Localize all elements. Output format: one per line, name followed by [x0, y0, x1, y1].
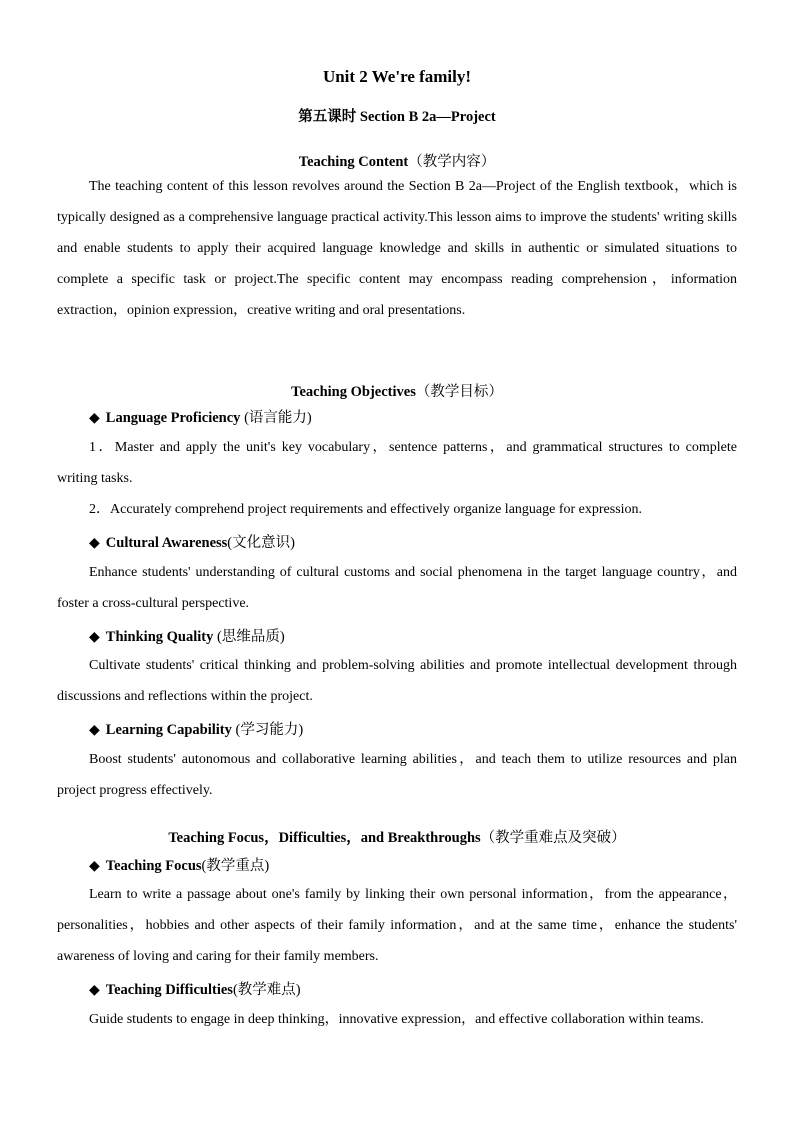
cultural-awareness-heading [89, 531, 295, 552]
difficulties-subheading [89, 978, 301, 999]
thinking-quality-label: Thinking Quality [105, 629, 214, 645]
teaching-content-heading-cn: （教学内容） [408, 154, 496, 170]
thinking-quality-label-cn: (思维品质) [213, 629, 285, 645]
focus-text: Learn to write a passage about one's family by linking their own personal information，from the appearance，personalities，hobbies and other aspects of their family information，and at the same time，enhance the students' awareness of loving and caring for their family members. [57, 887, 737, 964]
diamond-bullet-icon: ◆ [89, 536, 100, 551]
teaching-objectives-heading-cn: （教学目标） [415, 384, 503, 400]
lesson-subtitle: 第五课时 Section B 2a—Project [298, 109, 496, 125]
teaching-objectives-heading-en: Teaching Objectives [291, 384, 416, 400]
teaching-content-text: The teaching content of this lesson revolves around the Section B 2a—Project of the English textbook，which is typically designed as a comprehensive language practical activity.This lesson aims to improve the students' writing skills and enable students to apply their acquired language knowledge and skills in authentic or simulated situations to complete a specific task or project.The specific content may encompass reading comprehension，information extraction，opinion expression，creative writing and oral presentations. [57, 179, 737, 318]
diamond-bullet-icon: ◆ [89, 723, 100, 738]
focus-subheading [89, 854, 269, 875]
language-proficiency-label-cn: (语言能力) [240, 410, 312, 426]
cultural-awareness-label-cn: (文化意识) [227, 535, 295, 551]
diamond-bullet-icon: ◆ [89, 983, 100, 998]
language-item-2: 2．Accurately comprehend project requirements and effectively organize language for expression. [89, 502, 643, 517]
language-item-1: 1．Master and apply the unit's key vocabulary，sentence patterns，and grammatical structures to complete writing tasks. [57, 440, 737, 486]
teaching-focus-heading-cn: （教学重难点及突破） [480, 830, 626, 846]
language-proficiency-label: Language Proficiency [105, 410, 241, 426]
learning-capability-heading [89, 718, 303, 739]
teaching-focus-heading-en: Teaching Focus，Difficulties，and Breakthroughs [168, 830, 481, 846]
diamond-bullet-icon: ◆ [89, 630, 100, 645]
focus-label-cn: (教学重点) [201, 858, 270, 874]
learning-capability-label: Learning Capability [105, 722, 232, 738]
thinking-quality-heading [89, 625, 285, 646]
teaching-content-heading [57, 150, 737, 171]
thinking-quality-text: Cultivate students' critical thinking and problem‐solving abilities and promote intellectual development through discussions and reflections within the project. [57, 658, 737, 704]
learning-capability-text: Boost students' autonomous and collaborative learning abilities，and teach them to utilize resources and plan project progress effectively. [57, 752, 737, 798]
teaching-content-heading-en: Teaching Content [298, 154, 409, 170]
teaching-objectives-heading [57, 380, 737, 401]
cultural-awareness-text: Enhance students' understanding of cultural customs and social phenomena in the target language country，and foster a cross‐cultural perspective. [57, 565, 737, 611]
cultural-awareness-label: Cultural Awareness [105, 535, 228, 551]
language-proficiency-heading [89, 406, 312, 427]
diamond-bullet-icon: ◆ [89, 411, 100, 426]
learning-capability-label-cn: (学习能力) [231, 722, 304, 738]
difficulties-text: Guide students to engage in deep thinking，innovative expression，and effective collaboration within teams. [89, 1012, 704, 1027]
teaching-focus-heading [57, 826, 737, 847]
diamond-bullet-icon: ◆ [89, 859, 100, 874]
difficulties-label-cn: (教学难点) [232, 982, 301, 998]
unit-title: Unit 2 We're family! [322, 67, 472, 86]
difficulties-label: Teaching Difficulties [105, 982, 233, 998]
focus-label: Teaching Focus [105, 858, 202, 874]
